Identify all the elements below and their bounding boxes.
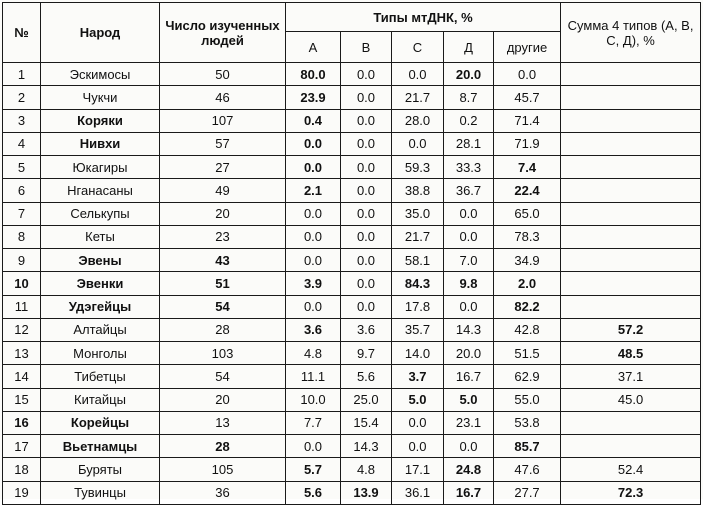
cell-a: 0.0 [286, 435, 341, 458]
cell-other: 71.4 [494, 109, 561, 132]
cell-num: 15 [3, 388, 41, 411]
cell-d: 36.7 [444, 179, 494, 202]
cell-other: 62.9 [494, 365, 561, 388]
cell-a: 0.0 [286, 156, 341, 179]
cell-num: 8 [3, 225, 41, 248]
cell-other: 45.7 [494, 86, 561, 109]
cell-sum: 37.1 [561, 365, 701, 388]
cell-num: 13 [3, 342, 41, 365]
cell-people: Тувинцы [41, 481, 160, 504]
cell-b: 0.0 [341, 156, 392, 179]
cell-c: 28.0 [392, 109, 444, 132]
cell-people: Эвенки [41, 272, 160, 295]
cell-sum [561, 63, 701, 86]
cell-count: 20 [160, 202, 286, 225]
cell-b: 0.0 [341, 132, 392, 155]
cell-b: 0.0 [341, 272, 392, 295]
cell-sum: 48.5 [561, 342, 701, 365]
cell-num: 11 [3, 295, 41, 318]
cell-sum [561, 109, 701, 132]
cell-other: 82.2 [494, 295, 561, 318]
cell-other: 0.0 [494, 63, 561, 86]
cell-a: 5.6 [286, 481, 341, 504]
cell-a: 7.7 [286, 411, 341, 434]
cell-people: Китайцы [41, 388, 160, 411]
cell-a: 0.0 [286, 249, 341, 272]
table-row [3, 411, 701, 434]
cell-people: Корейцы [41, 411, 160, 434]
cell-c: 0.0 [392, 132, 444, 155]
cell-count: 36 [160, 481, 286, 504]
cell-sum [561, 156, 701, 179]
cell-count: 27 [160, 156, 286, 179]
cell-people: Тибетцы [41, 365, 160, 388]
cell-count: 13 [160, 411, 286, 434]
cell-num: 10 [3, 272, 41, 295]
cell-c: 0.0 [392, 411, 444, 434]
cell-people: Эвены [41, 249, 160, 272]
cell-c: 17.8 [392, 295, 444, 318]
cell-d: 0.0 [444, 202, 494, 225]
cell-d: 9.8 [444, 272, 494, 295]
table-row [3, 202, 701, 225]
mtdna-table [2, 2, 701, 505]
cell-sum [561, 411, 701, 434]
cell-other: 53.8 [494, 411, 561, 434]
cell-other: 51.5 [494, 342, 561, 365]
cell-c: 5.0 [392, 388, 444, 411]
cell-d: 0.0 [444, 295, 494, 318]
cell-other: 71.9 [494, 132, 561, 155]
cell-b: 15.4 [341, 411, 392, 434]
cell-d: 33.3 [444, 156, 494, 179]
cell-num: 4 [3, 132, 41, 155]
cell-num: 1 [3, 63, 41, 86]
cell-num: 14 [3, 365, 41, 388]
cell-sum [561, 202, 701, 225]
cell-other: 78.3 [494, 225, 561, 248]
cell-a: 3.9 [286, 272, 341, 295]
cell-count: 105 [160, 458, 286, 481]
cell-other: 47.6 [494, 458, 561, 481]
cell-b: 0.0 [341, 295, 392, 318]
cell-count: 43 [160, 249, 286, 272]
cell-other: 65.0 [494, 202, 561, 225]
cell-num: 6 [3, 179, 41, 202]
cell-sum: 45.0 [561, 388, 701, 411]
table-row [3, 156, 701, 179]
cell-c: 35.7 [392, 318, 444, 341]
cell-c: 17.1 [392, 458, 444, 481]
cell-people: Эскимосы [41, 63, 160, 86]
cell-other: 42.8 [494, 318, 561, 341]
table-row [3, 458, 701, 481]
cell-b: 9.7 [341, 342, 392, 365]
cell-a: 0.4 [286, 109, 341, 132]
cell-b: 0.0 [341, 109, 392, 132]
cell-people: Селькупы [41, 202, 160, 225]
table-body [3, 63, 701, 505]
cell-c: 84.3 [392, 272, 444, 295]
cell-count: 49 [160, 179, 286, 202]
cell-b: 3.6 [341, 318, 392, 341]
cell-people: Юкагиры [41, 156, 160, 179]
table-row [3, 342, 701, 365]
header-sum: Сумма 4 типов (А, В, С, Д), % [561, 3, 701, 63]
cell-other: 55.0 [494, 388, 561, 411]
cell-count: 20 [160, 388, 286, 411]
header-type-b: В [341, 32, 392, 63]
cell-b: 14.3 [341, 435, 392, 458]
cell-count: 103 [160, 342, 286, 365]
cell-d: 8.7 [444, 86, 494, 109]
cell-b: 0.0 [341, 63, 392, 86]
cell-a: 0.0 [286, 202, 341, 225]
cell-people: Монголы [41, 342, 160, 365]
cell-num: 18 [3, 458, 41, 481]
cell-sum [561, 295, 701, 318]
cell-d: 0.2 [444, 109, 494, 132]
cell-num: 19 [3, 481, 41, 504]
cell-people: Вьетнамцы [41, 435, 160, 458]
cell-c: 14.0 [392, 342, 444, 365]
cell-c: 36.1 [392, 481, 444, 504]
cell-a: 10.0 [286, 388, 341, 411]
cell-num: 12 [3, 318, 41, 341]
cell-d: 0.0 [444, 225, 494, 248]
header-type-d: Д [444, 32, 494, 63]
cell-d: 0.0 [444, 435, 494, 458]
cell-count: 57 [160, 132, 286, 155]
cell-a: 3.6 [286, 318, 341, 341]
cell-num: 16 [3, 411, 41, 434]
header-row-top [3, 3, 701, 32]
cell-a: 5.7 [286, 458, 341, 481]
cell-people: Кеты [41, 225, 160, 248]
table-row [3, 132, 701, 155]
cell-other: 7.4 [494, 156, 561, 179]
header-type-a: А [286, 32, 341, 63]
cell-sum [561, 435, 701, 458]
cell-other: 27.7 [494, 481, 561, 504]
cell-b: 13.9 [341, 481, 392, 504]
cell-c: 21.7 [392, 225, 444, 248]
cell-num: 5 [3, 156, 41, 179]
table-row [3, 109, 701, 132]
cell-sum: 52.4 [561, 458, 701, 481]
cell-b: 25.0 [341, 388, 392, 411]
table-row [3, 86, 701, 109]
cell-other: 34.9 [494, 249, 561, 272]
cell-a: 11.1 [286, 365, 341, 388]
table-row [3, 225, 701, 248]
cell-people: Нганасаны [41, 179, 160, 202]
cell-count: 28 [160, 435, 286, 458]
header-types: Типы мтДНК, % [286, 3, 561, 32]
cell-d: 24.8 [444, 458, 494, 481]
cell-count: 54 [160, 295, 286, 318]
cell-a: 4.8 [286, 342, 341, 365]
cell-people: Удэгейцы [41, 295, 160, 318]
cell-count: 46 [160, 86, 286, 109]
table-row [3, 435, 701, 458]
cell-count: 23 [160, 225, 286, 248]
cell-count: 28 [160, 318, 286, 341]
cell-d: 16.7 [444, 481, 494, 504]
header-num: № [3, 3, 41, 63]
cell-d: 5.0 [444, 388, 494, 411]
cell-sum [561, 225, 701, 248]
cell-c: 0.0 [392, 435, 444, 458]
cell-sum: 57.2 [561, 318, 701, 341]
cell-b: 0.0 [341, 249, 392, 272]
cell-people: Буряты [41, 458, 160, 481]
cell-sum [561, 132, 701, 155]
cell-a: 0.0 [286, 295, 341, 318]
cell-b: 0.0 [341, 225, 392, 248]
cell-count: 51 [160, 272, 286, 295]
cell-c: 3.7 [392, 365, 444, 388]
cell-sum [561, 249, 701, 272]
cell-count: 50 [160, 63, 286, 86]
cell-count: 54 [160, 365, 286, 388]
cell-count: 107 [160, 109, 286, 132]
cell-d: 14.3 [444, 318, 494, 341]
cell-num: 3 [3, 109, 41, 132]
cell-people: Нивхи [41, 132, 160, 155]
header-type-other: другие [494, 32, 561, 63]
cell-c: 38.8 [392, 179, 444, 202]
cell-d: 7.0 [444, 249, 494, 272]
table-row [3, 295, 701, 318]
cell-people: Коряки [41, 109, 160, 132]
cell-a: 0.0 [286, 132, 341, 155]
cell-b: 0.0 [341, 86, 392, 109]
cell-d: 23.1 [444, 411, 494, 434]
cell-other: 2.0 [494, 272, 561, 295]
cell-c: 21.7 [392, 86, 444, 109]
table-row [3, 388, 701, 411]
table-row [3, 272, 701, 295]
cell-num: 2 [3, 86, 41, 109]
cell-b: 4.8 [341, 458, 392, 481]
header-people: Народ [41, 3, 160, 63]
cell-people: Алтайцы [41, 318, 160, 341]
cell-sum [561, 179, 701, 202]
cell-a: 80.0 [286, 63, 341, 86]
cell-sum [561, 272, 701, 295]
cell-d: 28.1 [444, 132, 494, 155]
cell-b: 0.0 [341, 179, 392, 202]
cell-sum: 72.3 [561, 481, 701, 504]
table-row [3, 365, 701, 388]
cell-people: Чукчи [41, 86, 160, 109]
cell-d: 20.0 [444, 342, 494, 365]
header-type-c: С [392, 32, 444, 63]
cell-a: 23.9 [286, 86, 341, 109]
cell-c: 58.1 [392, 249, 444, 272]
cell-num: 7 [3, 202, 41, 225]
cell-other: 85.7 [494, 435, 561, 458]
cell-sum [561, 86, 701, 109]
table-row [3, 179, 701, 202]
cell-b: 0.0 [341, 202, 392, 225]
cell-num: 9 [3, 249, 41, 272]
cell-d: 16.7 [444, 365, 494, 388]
cell-c: 0.0 [392, 63, 444, 86]
header-count: Число изученных людей [160, 3, 286, 63]
cell-c: 59.3 [392, 156, 444, 179]
cell-a: 0.0 [286, 225, 341, 248]
cell-d: 20.0 [444, 63, 494, 86]
cell-c: 35.0 [392, 202, 444, 225]
cell-a: 2.1 [286, 179, 341, 202]
table-row [3, 318, 701, 341]
table-row [3, 481, 701, 504]
cell-num: 17 [3, 435, 41, 458]
table-row [3, 249, 701, 272]
cell-other: 22.4 [494, 179, 561, 202]
cell-b: 5.6 [341, 365, 392, 388]
table-row [3, 63, 701, 86]
